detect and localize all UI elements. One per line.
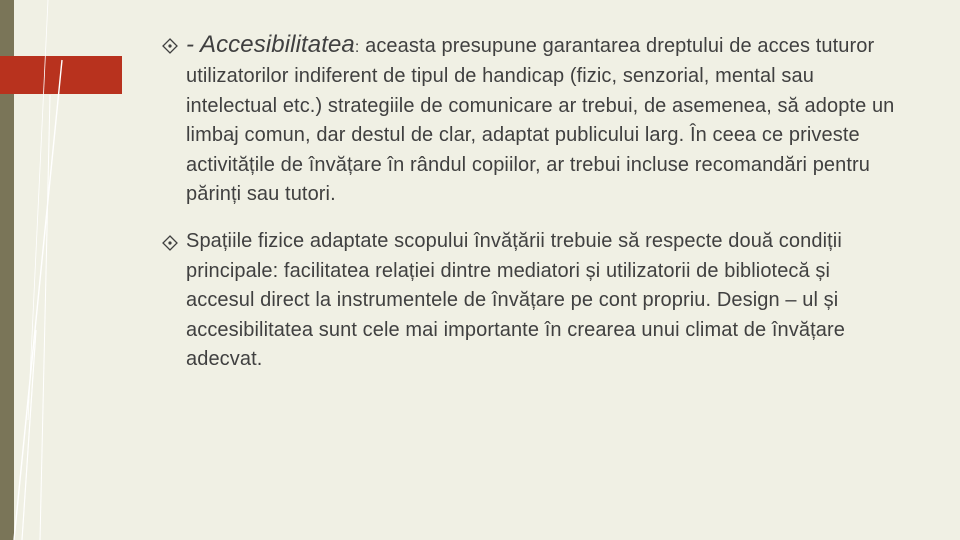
bullet-accesibilitatea	[160, 30, 900, 209]
deco-line	[40, 95, 50, 540]
deco-line	[28, 0, 48, 420]
decorative-lines	[0, 0, 160, 540]
bullet-term: - Accesibilitatea	[186, 31, 355, 58]
bullet-colon: :	[354, 39, 360, 56]
bullet-text: aceasta presupune garantarea dreptului de acces tuturor utilizatorilor indiferent de tipul de handicap (fizic, senzorial, mental sau intelectual etc.) strategiile de comunicare ar trebui, de asemenea, să adopte un limbaj comun, dar destul de clar, adaptat publicului larg. În ceea ce priveste activitățile de învățare în rândul copiilor, ar trebui incluse recomandări pentru părinți sau tutori.	[186, 35, 895, 206]
deco-line	[14, 60, 62, 540]
bullet-spatiile-fizice	[160, 227, 900, 374]
bullet-text: Spațiile fizice adaptate scopului învățării trebuie să respecte două condiții principale: facilitatea relației dintre mediatori și utilizatorii de bibliotecă și accesul direct la instrumentele de învățare pe cont propriu. Design – ul și accesibilitatea sunt cele mai importante în crearea unui climat de învățare adecvat.	[186, 230, 845, 371]
diamond-bullet-icon	[162, 38, 178, 54]
slide-content	[160, 30, 900, 392]
diamond-bullet-icon	[162, 235, 178, 251]
